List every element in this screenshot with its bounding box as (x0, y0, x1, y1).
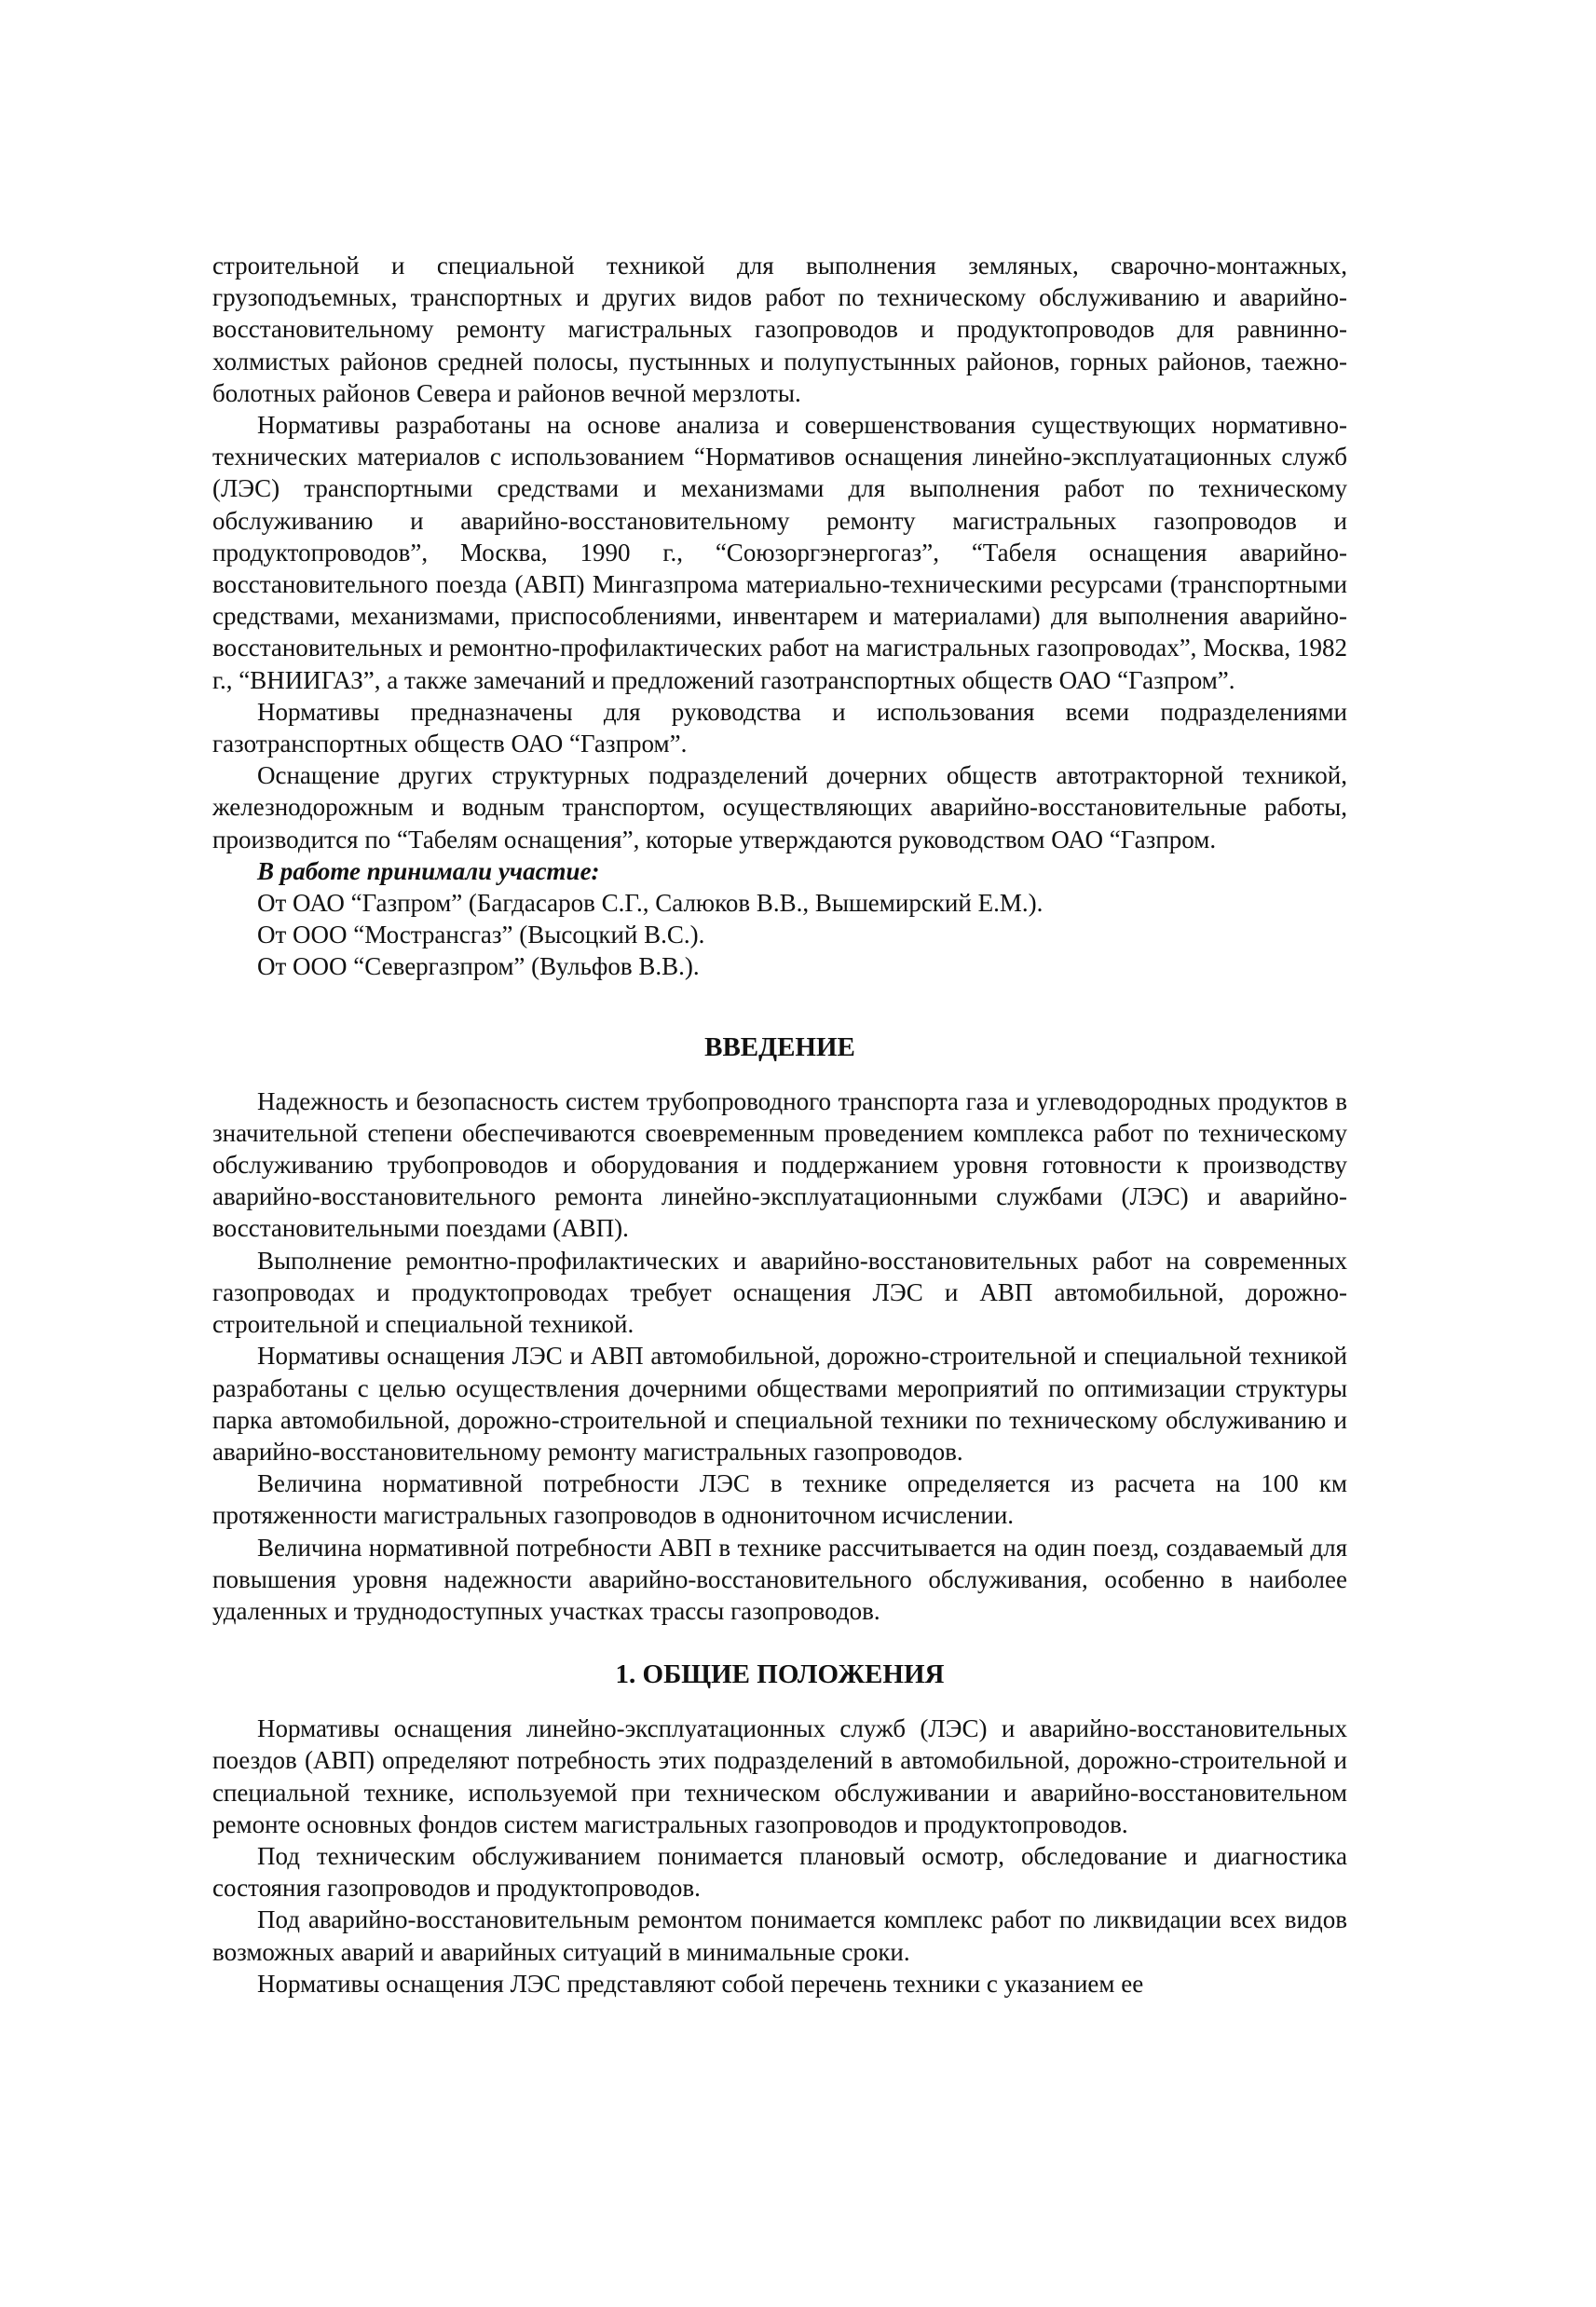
participant-line: От ООО “Севергазпром” (Вульфов В.В.). (257, 952, 700, 981)
section-title-general: 1. ОБЩИЕ ПОЛОЖЕНИЯ (615, 1659, 945, 1690)
participant-line: От ООО “Мострансгаз” (Высоцкий В.С.). (257, 921, 705, 949)
section-title-intro: ВВЕДЕНИЕ (704, 1031, 855, 1062)
paragraph: Нормативы разработаны на основе анализа и совершенствования существующих нормативно-технических материалов с использованием “Нормативов оснащения линейно-эксплуатационных служб (ЛЭС) транспортными средствами и механизмами для выполнения работ по техническому обслуживанию и аварийно-восстановительному ремонту магистральных газопроводов и продуктопроводов”, Москва, 1990 г., “Союзоргэнергогаз”, “Табеля оснащения аварийно-восстановительного поезда (АВП) Мингазпрома материально-техническими ресурсами (транспортными средствами, механизмами, приспособлениями, инвентарем и материалами) для выполнения аварийно-восстановительных и ремонтно-профилактических работ на магистральных газопроводах”, Москва, 1982 г., “ВНИИГАЗ”, а также замечаний и предложений газотранспортных обществ ОАО “Газпром”. (212, 411, 1347, 694)
document-page (212, 250, 1347, 2000)
paragraph: Выполнение ремонтно-профилактических и аварийно-восстановительных работ на современных газопроводах и продуктопроводах требует оснащения ЛЭС и АВП автомобильной, дорожно-строительной и специальной техникой. (212, 1246, 1347, 1339)
paragraph: Нормативы оснащения ЛЭС представляют собой перечень техники с указанием ее (257, 1969, 1144, 1998)
paragraph: Оснащение других структурных подразделений дочерних обществ автотракторной техникой, железнодорожным и водным транспортом, осуществляющих аварийно-восстановительные работы, производится по “Табелям оснащения”, которые утверждаются руководством ОАО “Газпром. (212, 761, 1347, 853)
paragraph: Нормативы предназначены для руководства и использования всеми подразделениями газотранспортных обществ ОАО “Газпром”. (212, 697, 1347, 758)
paragraph: Нормативы оснащения ЛЭС и АВП автомобильной, дорожно-строительной и специальной техникой разработаны с целью осуществления дочерними обществами мероприятий по оптимизации структуры парка автомобильной, дорожно-строительной и специальной техники по техническому обслуживанию и аварийно-восстановительному ремонту магистральных газопроводов. (212, 1342, 1347, 1466)
paragraph: Нормативы оснащения линейно-эксплуатационных служб (ЛЭС) и аварийно-восстановительных поездов (АВП) определяют потребность этих подразделений в автомобильной, дорожно-строительной и специальной технике, используемой при техническом обслуживании и аварийно-восстановительном ремонте основных фондов систем магистральных газопроводов и продуктопроводов. (212, 1714, 1347, 1838)
paragraph: Величина нормативной потребности ЛЭС в технике определяется из расчета на 100 км протяженности магистральных газопроводов в однониточном исчислении. (212, 1469, 1347, 1530)
paragraph: Под аварийно-восстановительным ремонтом понимается комплекс работ по ликвидации всех видов возможных аварий и аварийных ситуаций в минимальные сроки. (212, 1905, 1347, 1966)
participants-block (212, 855, 1347, 983)
participant-line: От ОАО “Газпром” (Багдасаров С.Г., Салюков В.В., Вышемирский Е.М.). (257, 889, 1044, 918)
paragraph: Надежность и безопасность систем трубопроводного транспорта газа и углеводородных продуктов в значительной степени обеспечиваются своевременным проведением комплекса работ по техническому обслуживанию трубопроводов и оборудования и поддержанием уровня готовности к производству аварийно-восстановительного ремонта линейно-эксплуатационными службами (ЛЭС) и аварийно-восстановительными поездами (АВП). (212, 1086, 1347, 1243)
paragraph: строительной и специальной техникой для выполнения земляных, сварочно-монтажных, грузоподъемных, транспортных и других видов работ по техническому обслуживанию и аварийно-восстановительному ремонту магистральных газопроводов и продуктопроводов для равнинно-холмистых районов средней полосы, пустынных и полупустынных районов, горных районов, таежно-болотных районов Севера и районов вечной мерзлоты. (212, 252, 1347, 407)
participants-heading: В работе принимали участие: (257, 856, 600, 885)
paragraph: Под техническим обслуживанием понимается плановый осмотр, обследование и диагностика состояния газопроводов и продуктопроводов. (212, 1841, 1347, 1903)
paragraph: Величина нормативной потребности АВП в технике рассчитывается на один поезд, создаваемый для повышения уровня надежности аварийно-восстановительного обслуживания, особенно в наиболее удаленных и труднодоступных участках трассы газопроводов. (212, 1533, 1347, 1625)
